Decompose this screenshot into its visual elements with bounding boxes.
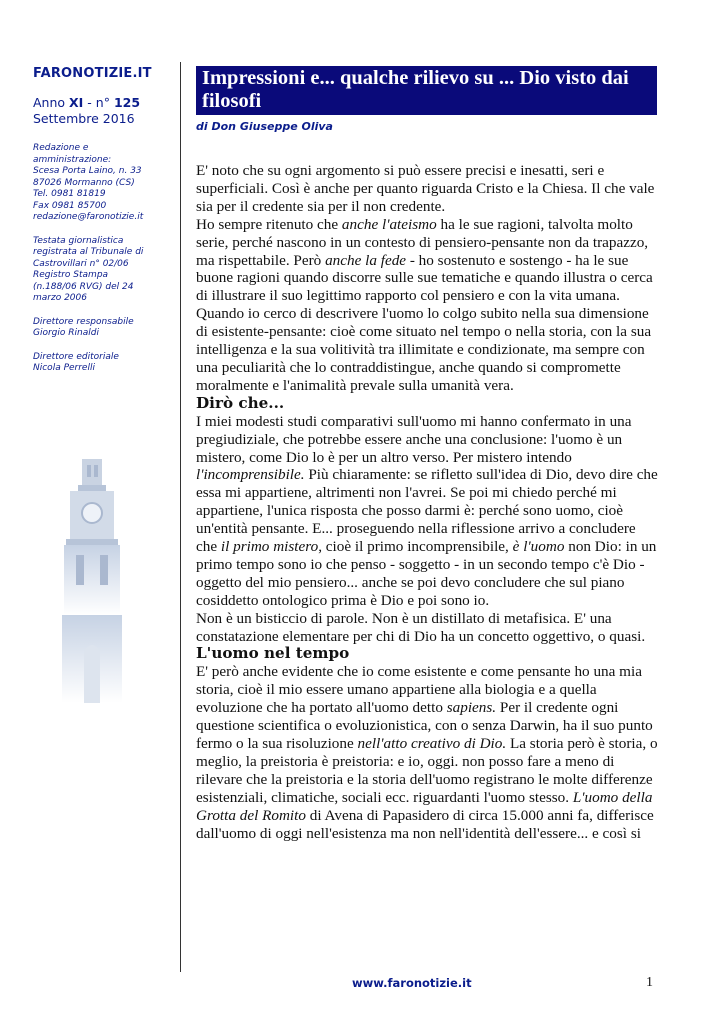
paragraph: E' però anche evidente che io come esistente e come pensante ho una mia storia, cioè il mio essere umano appartiene alla biologia e a quella evoluzione che ha portato all'uomo detto sapiens. Per il credente ogni questione scientifica o evoluzionistica, con o senza Darwin, ha il suo punto fermo o la sua risoluzione nell'atto creativo di Dio. La storia però è storia, o meglio, la preistoria è preistoria: e io, oggi. non posso fare a meno di rilevare che la preistoria e la storia dell'uomo registrano le molte differenze esistenziali, climatiche, sociali ecc. riguardanti l'uomo stesso. L'uomo della Grotta del Romito di Avena di Papasidero di circa 15.000 anni fa, differisce dall'uomo di oggi nell'esistenza ma non nell'identità dell'essere... e così si [196, 663, 658, 842]
column-divider [180, 62, 181, 972]
section-heading: L'uomo nel tempo [196, 644, 350, 663]
article-title: Impressioni e... qualche rilievo su ... Dio visto dai filosofi [202, 67, 629, 112]
title-banner [196, 66, 657, 115]
redazione-block: Redazione e amministrazione: Scesa Porta Laino, n. 33 87026 Mormanno (CS) Tel. 0981 81819 Fax 0981 85700 redazione@faronotizie.it [33, 143, 144, 222]
page-number: 1 [646, 975, 653, 990]
paragraph: E' noto che su ogni argomento si può essere precisi e inesatti, seri e superficiali. Così è anche per quanto riguarda Cristo e la Chiesa. Il che vale sia per il credente sia per il non credente. [196, 162, 655, 215]
direttore-editoriale: Direttore editoriale Nicola Perrelli [33, 351, 119, 373]
issue-info: Anno XI - n° 125 Settembre 2016 [33, 95, 141, 126]
paragraph: Non è un bisticcio di parole. Non è un distillato di metafisica. E' una constatazione elementare per chi di Dio ha un concetto oggettivo, o quasi. [196, 609, 646, 645]
issue-date: Settembre 2016 [33, 111, 135, 126]
paragraph: Ho sempre ritenuto che anche l'ateismo ha le sue ragioni, talvolta molto serie, perché nascono in un contesto di pensiero-pensante non da trapazzo, ma rispettabile. Però anche la fede - ho sostenuto e sostengo - ha le sue buone ragioni quando discorre sulle sue tematiche e quando illustra o cerca di illustrare il suo legittimo rapporto col pensiero e con la vita umana. [196, 215, 653, 305]
bell-tower-image [52, 455, 132, 705]
paragraph: Quando io cerco di descrivere l'uomo lo colgo subito nella sua dimensione di esistente-pensante: cioè come situato nel tempo o nella storia, con la sua intelligenza e la sua volitività tra illimitate e condizionate, ma sempre con una peculiarità che lo contraddistingue, anche quando si compromette moralmente e l'animalità prevale sulla umanità vera. [196, 305, 652, 394]
footer-website-link[interactable]: www.faronotizie.it [352, 976, 472, 990]
editorial-info [33, 143, 163, 375]
article-author: di Don Giuseppe Oliva [196, 120, 333, 133]
email-link[interactable]: redazione@faronotizie.it [33, 212, 144, 222]
brand-name: FARONOTIZIE.IT [33, 66, 152, 81]
masthead-sidebar [33, 66, 163, 387]
direttore-responsabile: Direttore responsabile Giorgio Rinaldi [33, 316, 134, 338]
article-body [196, 162, 658, 842]
testata-block: Testata giornalistica registrata al Tribunale di Castrovillari n° 02/06 Registro Stampa (n.188/06 RVG) del 24 marzo 2006 [33, 235, 144, 303]
section-heading: Dirò che... [196, 393, 285, 412]
paragraph: I miei modesti studi comparativi sull'uomo mi hanno confermato in una pregiudiziale, che potrebbe essere anche una conclusione: l'uomo è un mistero, come Dio lo è per un altro verso. Per mistero intendo l'incomprensibile. Più chiaramente: se rifletto sull'idea di Dio, devo dire che essa mi appartiene, altrimenti non l'avrei. Se poi mi chiedo perché mi appartiene, l'unica risposta che posso darmi è: perché sono uomo, cioè un'entità pensante. E... proseguendo nella riflessione arrivo a concludere che il primo mistero, cioè il primo incomprensibile, è l'uomo non Dio: in un primo tempo sono io che penso - soggetto - in un secondo tempo c'è Dio - oggetto del mio pensiero... anche se poi devo concludere che sul piano cosiddetto ontologico prima è Dio e poi sono io. [196, 412, 658, 609]
